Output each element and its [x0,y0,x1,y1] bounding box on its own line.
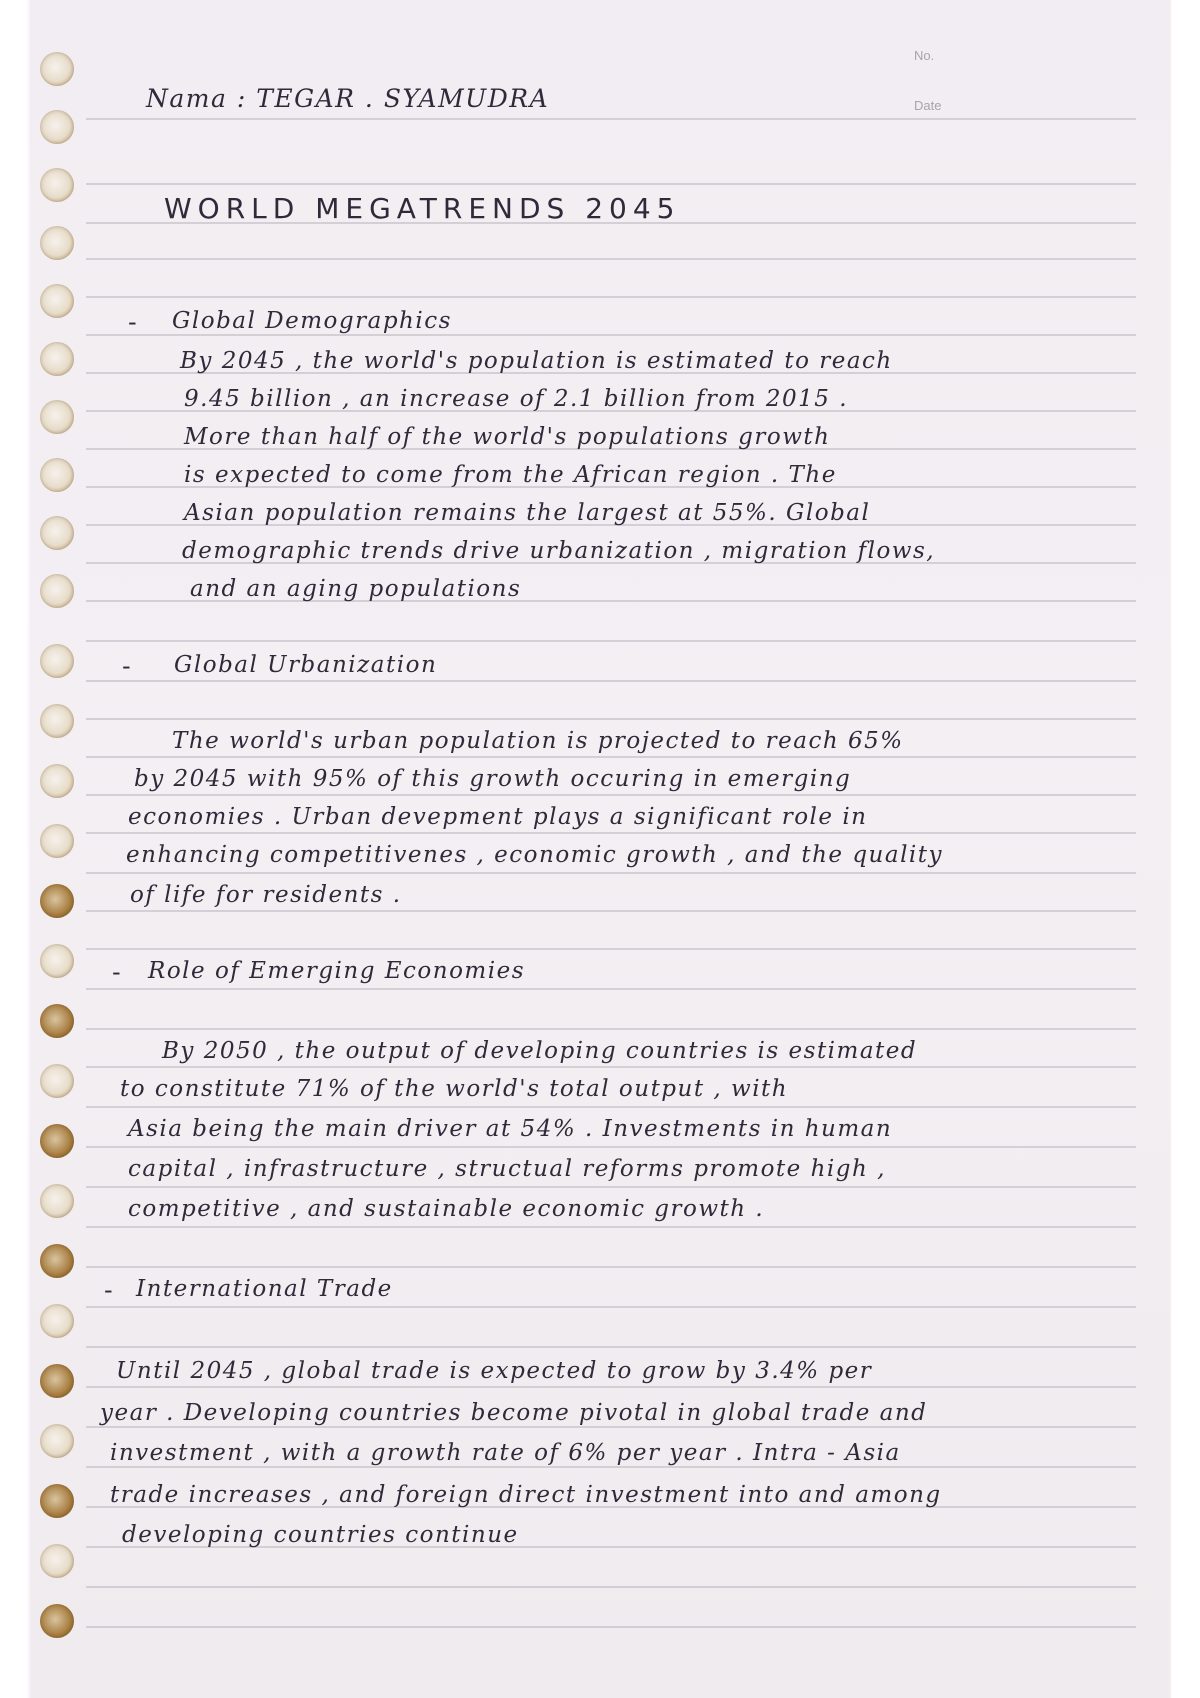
text-line: and an aging populations [190,576,522,602]
ruled-line [86,1186,1136,1188]
binder-hole [40,168,74,202]
binder-hole [40,226,74,260]
ruled-line [86,118,1136,120]
page-title: WORLD MEGATRENDS 2045 [164,192,681,225]
binder-hole [40,458,74,492]
binder-hole [40,1364,74,1398]
bullet-dash: - [122,652,131,680]
ruled-line [86,1306,1136,1308]
section-heading: Role of Emerging Economies [148,958,526,984]
text-line: Asia being the main driver at 54% . Investments in human [128,1116,893,1142]
text-line: By 2050 , the output of developing countries is estimated [162,1038,918,1064]
binder-hole [40,1484,74,1518]
text-line: year . Developing countries become pivotal in global trade and [100,1400,928,1426]
text-line: competitive , and sustainable economic growth . [128,1196,765,1222]
ruled-line [86,872,1136,874]
ruled-line [86,756,1136,758]
ruled-line [86,1146,1136,1148]
binder-hole [40,824,74,858]
binder-hole [40,1604,74,1638]
binder-hole [40,1004,74,1038]
ruled-line [86,1346,1136,1348]
ruled-line [86,1028,1136,1030]
ruled-line [86,988,1136,990]
student-name: Nama : TEGAR . SYAMUDRA [146,84,550,113]
binder-hole [40,284,74,318]
section-heading: Global Demographics [172,308,452,334]
binder-hole [40,516,74,550]
binder-hole [40,704,74,738]
binder-hole [40,1064,74,1098]
text-line: enhancing competitivenes , economic growth , and the quality [126,842,944,868]
binder-hole [40,400,74,434]
text-line: The world's urban population is projected to reach 65% [172,728,904,754]
text-line: investment , with a growth rate of 6% per year . Intra - Asia [110,1440,901,1466]
ruled-line [86,258,1136,260]
text-line: Until 2045 , global trade is expected to grow by 3.4% per [116,1358,873,1384]
binder-hole [40,1424,74,1458]
ruled-line [86,718,1136,720]
ruled-line [86,1106,1136,1108]
binder-hole [40,1544,74,1578]
text-line: Asian population remains the largest at 55%. Global [184,500,871,526]
ruled-line [86,1466,1136,1468]
binder-hole [40,110,74,144]
binder-hole [40,884,74,918]
text-line: developing countries continue [122,1522,519,1548]
no-label: No. [914,48,935,63]
section-heading: Global Urbanization [174,652,438,678]
text-line: By 2045 , the world's population is estimated to reach [180,348,893,374]
ruled-line [86,296,1136,298]
binder-hole [40,574,74,608]
binder-hole [40,1244,74,1278]
bullet-dash: - [128,308,137,336]
binder-hole [40,1184,74,1218]
text-line: More than half of the world's populations growth [184,424,831,450]
bullet-dash: - [104,1276,113,1304]
ruled-line [86,1586,1136,1588]
binder-hole [40,764,74,798]
ruled-line [86,640,1136,642]
ruled-line [86,910,1136,912]
binder-hole [40,944,74,978]
binder-hole [40,644,74,678]
text-line: 9.45 billion , an increase of 2.1 billion from 2015 . [184,386,849,412]
ruled-line [86,1626,1136,1628]
bullet-dash: - [112,958,121,986]
ruled-line [86,1426,1136,1428]
ruled-line [86,794,1136,796]
date-label: Date [914,98,942,113]
text-line: by 2045 with 95% of this growth occuring in emerging [134,766,852,792]
section-heading: International Trade [136,1276,393,1302]
ruled-line [86,1386,1136,1388]
ruled-line [86,832,1136,834]
ruled-line [86,948,1136,950]
ruled-line [86,1066,1136,1068]
text-line: is expected to come from the African region . The [184,462,837,488]
ruled-line [86,1266,1136,1268]
binder-hole [40,342,74,376]
binder-hole [40,1124,74,1158]
text-line: capital , infrastructure , structual reforms promote high , [128,1156,886,1182]
text-line: of life for residents . [130,882,402,908]
binder-hole [40,1304,74,1338]
ruled-line [86,183,1136,185]
text-line: economies . Urban devepment plays a significant role in [128,804,868,830]
text-line: trade increases , and foreign direct investment into and among [110,1482,942,1508]
text-line: demographic trends drive urbanization , migration flows, [182,538,936,564]
binder-hole [40,52,74,86]
ruled-line [86,334,1136,336]
ruled-line [86,1226,1136,1228]
text-line: to constitute 71% of the world's total output , with [120,1076,789,1102]
ruled-line [86,680,1136,682]
